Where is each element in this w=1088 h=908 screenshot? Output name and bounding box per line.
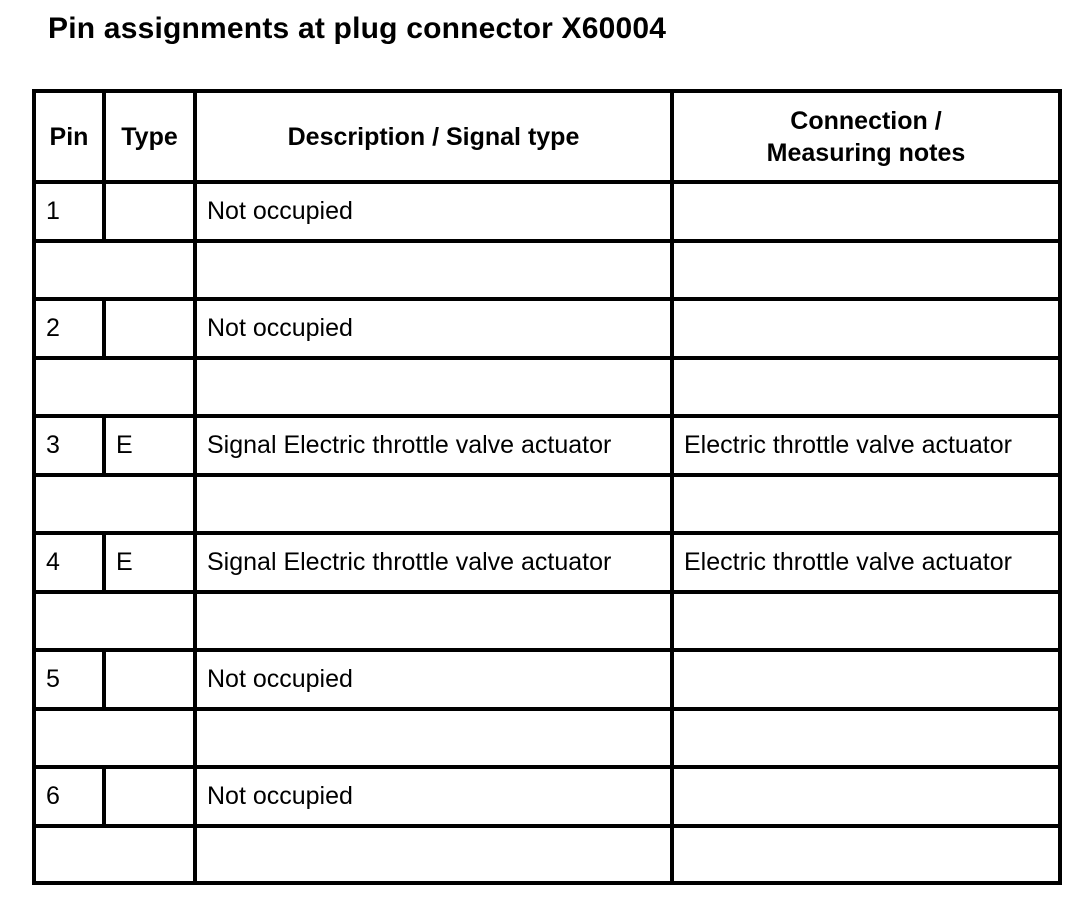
spacer-cell: [36, 360, 197, 415]
spacer-cell: [197, 243, 674, 298]
connection-cell: [674, 652, 1058, 707]
header-connection: [674, 93, 1058, 180]
spacer-cell: [36, 477, 197, 532]
pin-cell: 2: [36, 301, 106, 356]
description-cell: Signal Electric throttle valve actuator: [197, 418, 674, 473]
pin-cell: 4: [36, 535, 106, 590]
table-row: [36, 765, 1058, 824]
spacer-cell: [674, 711, 1058, 766]
table-row: [36, 531, 1058, 590]
table-row: [36, 648, 1058, 707]
page-title: Pin assignments at plug connector X60004: [48, 12, 667, 45]
spacer-cell: [197, 360, 674, 415]
type-cell: E: [106, 535, 197, 590]
connection-cell: [674, 769, 1058, 824]
spacer-cell: [36, 243, 197, 298]
pin-cell: 6: [36, 769, 106, 824]
spacer-cell: [197, 594, 674, 649]
connection-cell: [674, 301, 1058, 356]
description-cell: Not occupied: [197, 301, 674, 356]
connection-cell: Electric throttle valve actuator: [684, 547, 1012, 576]
spacer-cell: [674, 360, 1058, 415]
type-cell: [106, 184, 197, 239]
description-cell: Not occupied: [197, 769, 674, 824]
spacer-cell: [674, 594, 1058, 649]
table-row: [36, 297, 1058, 356]
spacer-cell: [197, 477, 674, 532]
table-spacer-row: [36, 824, 1058, 883]
table-spacer-row: [36, 707, 1058, 766]
spacer-cell: [674, 477, 1058, 532]
connection-cell: [674, 184, 1058, 239]
header-type: Type: [106, 93, 197, 180]
table-spacer-row: [36, 239, 1058, 298]
type-cell: [106, 652, 197, 707]
table-spacer-row: [36, 590, 1058, 649]
type-cell: [106, 301, 197, 356]
header-connection-line2: Measuring notes: [766, 138, 966, 167]
description-cell: Signal Electric throttle valve actuator: [197, 535, 674, 590]
pin-assignment-table: [32, 89, 1062, 885]
header-connection-line1: Connection /: [790, 106, 942, 135]
description-cell: Not occupied: [197, 184, 674, 239]
table-spacer-row: [36, 356, 1058, 415]
table-row: [36, 180, 1058, 239]
type-cell: [106, 769, 197, 824]
pin-cell: 5: [36, 652, 106, 707]
table-row: [36, 414, 1058, 473]
spacer-cell: [36, 828, 197, 883]
spacer-cell: [197, 828, 674, 883]
spacer-cell: [36, 594, 197, 649]
pin-cell: 1: [36, 184, 106, 239]
table-header-row: [36, 93, 1058, 180]
header-description: Description / Signal type: [197, 93, 674, 180]
spacer-cell: [674, 828, 1058, 883]
connection-cell: Electric throttle valve actuator: [684, 430, 1012, 459]
spacer-cell: [674, 243, 1058, 298]
spacer-cell: [36, 711, 197, 766]
type-cell: E: [106, 418, 197, 473]
table-spacer-row: [36, 473, 1058, 532]
pin-cell: 3: [36, 418, 106, 473]
spacer-cell: [197, 711, 674, 766]
description-cell: Not occupied: [197, 652, 674, 707]
header-pin: Pin: [36, 93, 106, 180]
